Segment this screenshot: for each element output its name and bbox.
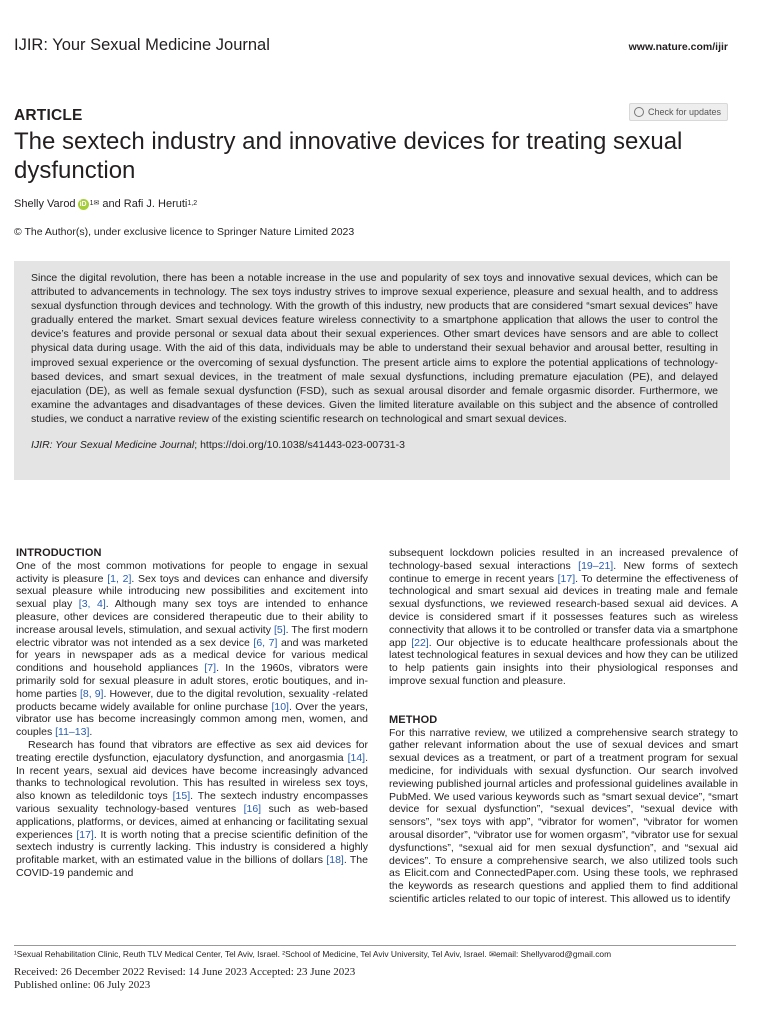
copyright-notice: © The Author(s), under exclusive licence to Springer Nature Limited 2023 [14, 226, 355, 238]
text-run: subsequent lockdown policies resulted in an increased prevalence of technology-based sexual interactions [389, 547, 738, 572]
body-paragraph [389, 547, 738, 688]
citation-ref-link[interactable]: [10] [271, 700, 289, 713]
text-run: . Although many sex toys are intended to enhance pleasure, other devices are considered therapeutic due to their ability to increase arousal levels, stimulation, and sexual activity [16, 598, 368, 636]
text-run: . The sextech industry encompasses various sexuality technology-based ventures [16, 790, 368, 815]
text-run: . It is worth noting that a precise scientific definition of the sextech industry is currently lacking. This industry is considered a highly profitable market, with an estimated value in the billions of dollars [16, 828, 368, 867]
abstract-box [14, 261, 730, 480]
text-run: . However, due to the digital revolution, sexuality -related products became widely available for online purchase [16, 687, 368, 713]
citation-ref-link[interactable]: [3, 4] [78, 598, 106, 611]
article-dates [14, 966, 355, 992]
abstract-text: Since the digital revolution, there has been a notable increase in the use and popularity of sex toys and innovative sexual devices, which can be attributed to advancements in technology. The sex toys industry strives to improve sexual experience, pleasure and sexual health, and to address sexual dysfunction through devices and technology. With the growth of this industry, new products that are considered “smart sexual devices” have gradually entered the market. Smart sexual devices feature wireless connectivity to a smartphone application that allows the user to control the device’s features and provide personal or sexual data about their sexual experiences. Other smart devices have sensors and are able to collect physical data during usage. With the aid of this data, individuals may be able to understand their sexual behavior and arousal better, resulting in improved sexual experience or the overcoming of sexual dysfunction. The present article aims to explore the potential applications of technology-based devices, and smart sexual devices, in the treatment of male sexual dysfunctions, including premature ejaculation (PE), and delayed ejaculation (DE), as well as female sexual dysfunction (FSD), such as sexual arousal disorder and female orgasmic disorder. Furthermore, we examine the advantages and disadvantages of these devices. Given the limited literature available on this subject and the absence of controlled studies, we conduct a narrative review of the existing scientific research on technological and smart sexual devices. [31, 272, 718, 425]
citation-ref-link[interactable]: [16] [243, 802, 262, 815]
citation-ref-link[interactable]: [6, 7] [253, 636, 278, 649]
right-column [389, 547, 738, 906]
author-list: Shelly Varod iD 1✉ and Rafi J. Heruti 1,2 [14, 198, 198, 210]
text-run: . Over the years, vibrator use has become increasingly common among men, women, and couples [16, 700, 368, 739]
received-dates: Received: 26 December 2022 Revised: 14 June 2023 Accepted: 23 June 2023 [14, 966, 356, 978]
body-paragraph [16, 560, 368, 739]
citation-ref-link[interactable]: [14] [347, 751, 366, 764]
journal-name: IJIR: Your Sexual Medicine Journal [14, 36, 270, 54]
journal-website-link[interactable]: www.nature.com/ijir [628, 41, 728, 53]
citation-ref-link[interactable]: [18] [326, 854, 344, 867]
check-for-updates-label: Check for updates [647, 107, 721, 117]
citation-doi-link[interactable]: ; https://doi.org/10.1038/s41443-023-00731-3 [194, 439, 405, 452]
section-heading-method: METHOD [389, 713, 438, 726]
body-paragraph [16, 739, 368, 880]
citation-ref-link[interactable]: [8, 9] [79, 687, 104, 700]
published-date: Published online: 06 July 2023 [14, 979, 151, 991]
text-run: . In recent years, sexual aid devices have become increasingly advanced thanks to technological revolution. This has resulted in wireless sex toys, also known as teledildonic toys [16, 751, 368, 803]
citation-ref-link[interactable]: [5] [273, 623, 286, 636]
article-title: The sextech industry and innovative devices for treating sexual dysfunction [14, 128, 683, 184]
text-run: . The first modern electric vibrator was not intended as a sex device [16, 623, 368, 649]
citation-journal: IJIR: Your Sexual Medicine Journal [31, 439, 195, 452]
citation-ref-link[interactable]: [11–13] [55, 726, 90, 739]
body-paragraph: For this narrative review, we utilized a comprehensive search strategy to gather relevant information about the use of sexual devices and smart sexual devices as a treatment, or part of a treatment program for sexual medicine, for individuals with sexual dysfunction. Our search involved reviewing published journal articles and professional guidelines available in PubMed. We used various keywords such as “smart sexual device”, “smart device for sexual dysfunction”, “sexual devices”, “sexual device with sensors”, “sex toys with app”, “vibrator for women”, “vibrator for women arousal disorder”, “vibrator use for women orgasm”, “vibrator use for sexual dysfunctions”, “sexual aid for men sexual dysfunction”, and “sexual aid devices”. To ensure a comprehensive search, we also utilized tools such as Elicit.com and ConnectedPaper.com. Using these tools, we rephrased the keywords as research questions and applied them to find additional scientific articles related to our topic of interest. This allowed us to identify [389, 726, 738, 905]
footer-divider [14, 945, 736, 946]
text-run: . Our objective is to educate healthcare professionals about the latest technological features in sexual devices and how they can be utilized to help patients gain insights into their physiological responses and improve sexual function and pleasure. [389, 636, 738, 687]
author-name[interactable]: Shelly Varod [14, 198, 76, 210]
article-type-label: ARTICLE [14, 107, 83, 124]
text-run: . The COVID-19 pandemic and [16, 854, 368, 879]
citation-ref-link[interactable]: [1, 2] [107, 572, 132, 585]
author-name[interactable]: Rafi J. Heruti [123, 198, 188, 210]
text-run: . In the 1960s, vibrators were primarily sold for sexual pleasure in adult stores, erotic boutiques, and in-home parties [16, 662, 369, 700]
update-icon [634, 107, 644, 117]
left-column [16, 547, 368, 880]
citation-line [31, 438, 718, 452]
citation-ref-link[interactable]: [15] [172, 790, 191, 803]
text-run: . [89, 726, 93, 739]
citation-ref-link[interactable]: [17] [557, 572, 576, 585]
citation-ref-link[interactable]: [22] [411, 636, 429, 649]
check-for-updates-button[interactable] [629, 103, 728, 121]
text-run: and was marketed for years in newspaper ads as a medical device for various medical conditions and household appliances [16, 636, 368, 675]
text-run: . Sex toys and devices can enhance and diversify sexual pleasure while introducing new possibilities and excitement into sexual play [16, 572, 368, 611]
section-heading-introduction: INTRODUCTION [16, 547, 102, 559]
orcid-icon[interactable]: iD [79, 200, 87, 208]
text-run: One of the most common motivations for people to engage in sexual activity is pleasure [16, 559, 368, 585]
affiliations: ¹Sexual Rehabilitation Clinic, Reuth TLV Medical Center, Tel Aviv, Israel. ²School of Medicine, Tel Aviv University, Tel Aviv, Israel. ✉email: Shellyvarod@gmail.com [14, 949, 612, 959]
author-conjunction: and [99, 198, 124, 210]
citation-ref-link[interactable]: [7] [204, 662, 217, 675]
text-run: such as web-based applications, platforms, or devices, aimed at enhancing or facilitating sexual experiences [16, 802, 368, 841]
citation-ref-link[interactable]: [19–21] [578, 559, 614, 572]
text-run: . New forms of sextech continue to emerge in recent years [389, 559, 738, 585]
text-run: . To determine the effectiveness of technological and smart sexual aid devices in treating male and female sexual dysfunctions, we reviewed research-based sexual aid devices. A device is considered smart if it possesses features such as wireless connectivity that allows it to be controlled or transfer data via a smartphone app [389, 572, 739, 649]
citation-ref-link[interactable]: [17] [76, 828, 94, 841]
text-run: Research has found that vibrators are effective as sex aid devices for treating erectile dysfunction, ejaculatory dysfunction, and anorgasmia [16, 738, 368, 764]
